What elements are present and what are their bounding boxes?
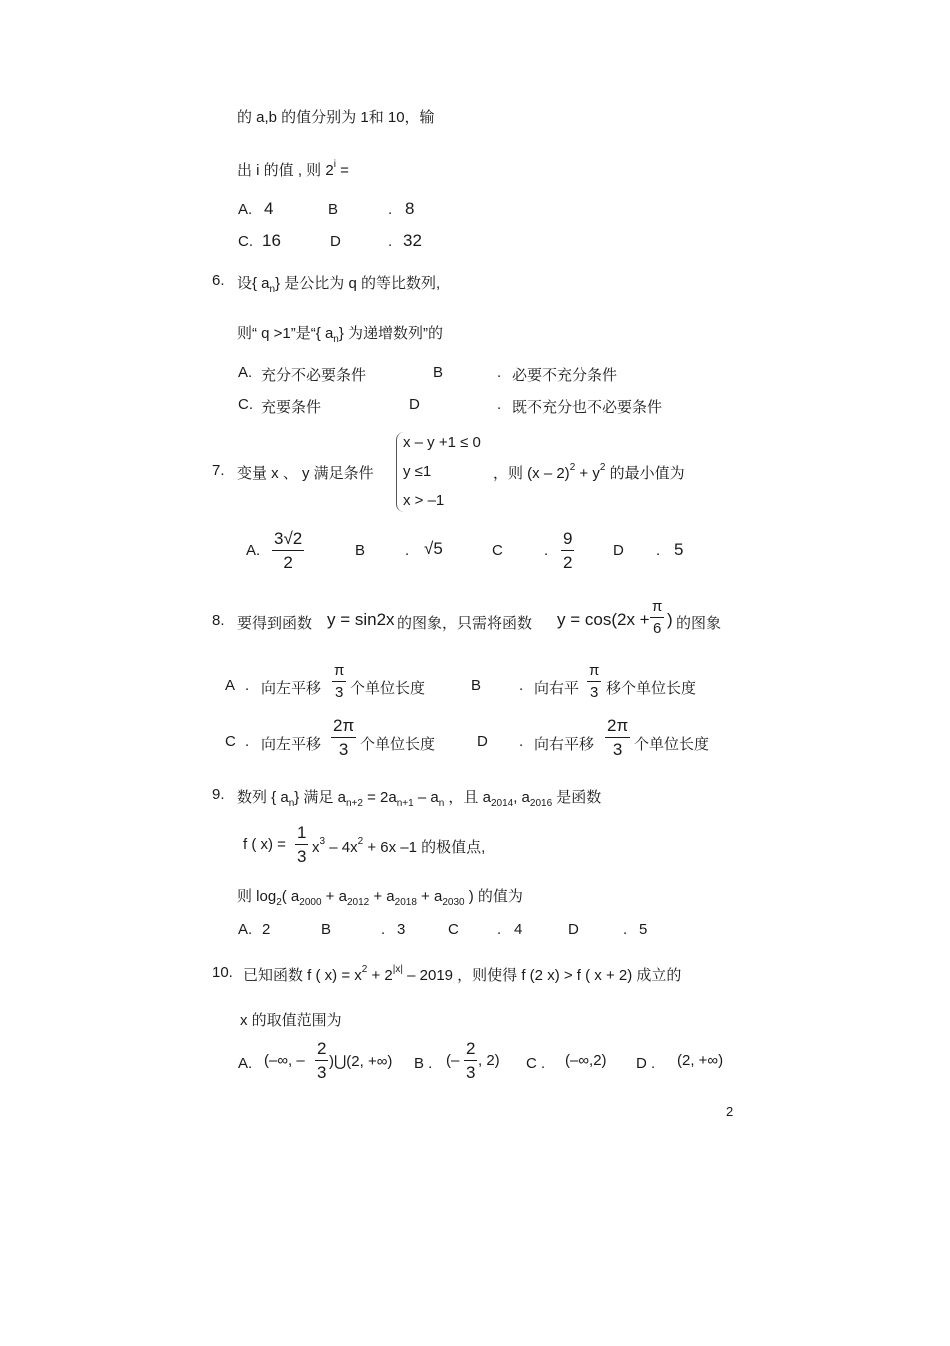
q8-func-2-post: ) bbox=[667, 610, 673, 629]
q8-opt-b-fraction bbox=[587, 663, 601, 700]
q8-opt-a-dot: . bbox=[245, 677, 250, 694]
q9-l3-p1: + a bbox=[321, 888, 347, 905]
q7-constraint-2: y ≤1 bbox=[403, 463, 432, 480]
q8-opt-b-post: 移个单位长度 bbox=[606, 680, 697, 697]
q7-expr-a: ，则 (x – 2) bbox=[493, 465, 570, 482]
q9-opt-b-dot: . bbox=[381, 921, 386, 938]
q8-opt-c-pre: 向左平移 bbox=[261, 736, 322, 753]
q10-l1-sup-b: |x| bbox=[392, 964, 403, 975]
q9-l1-a-sub: n bbox=[288, 798, 295, 809]
q9-opt-a-value: 2 bbox=[262, 921, 271, 938]
q9-l1-g: , a bbox=[513, 789, 530, 806]
q8-opt-c-fraction bbox=[331, 717, 356, 758]
q6-opt-c-text: 充要条件 bbox=[261, 399, 322, 416]
q9-l3-p2: + a bbox=[369, 888, 395, 905]
q10-opt-a-post: )⋃(2, +∞) bbox=[329, 1053, 393, 1070]
q10-opt-a-fraction bbox=[315, 1040, 328, 1081]
q7-opt-d-letter: D bbox=[613, 542, 624, 559]
q6-opt-b-dot: . bbox=[497, 364, 502, 381]
q9-number: 9. bbox=[212, 786, 225, 803]
q8-opt-d-dot: . bbox=[519, 733, 524, 750]
q8-func-2-pre: y = cos(2x + bbox=[557, 610, 650, 629]
q7-sup-1: 2 bbox=[569, 462, 576, 473]
q6-line2-pre: 则“ q >1”是“{ a bbox=[237, 325, 334, 342]
q9-line1 bbox=[237, 786, 601, 807]
q8-opt-d-letter: D bbox=[477, 733, 488, 750]
q8-opt-a-numerator: π bbox=[334, 662, 345, 679]
q5-opt-b-value: 8 bbox=[405, 199, 415, 218]
q9-l2-sup3: 3 bbox=[319, 836, 326, 847]
q8-opt-b-dot: . bbox=[519, 677, 524, 694]
q5-opt-b-letter: B bbox=[328, 201, 339, 218]
q9-l1-b: } 满足 bbox=[294, 789, 334, 806]
q10-opt-b-fraction bbox=[464, 1040, 477, 1081]
q5-opt-c-letter: C. bbox=[238, 233, 253, 250]
q9-l3-mid: ( a bbox=[281, 888, 300, 905]
q9-opt-c-dot: . bbox=[497, 921, 502, 938]
q8-opt-b-pre: 向右平 bbox=[534, 680, 580, 697]
q7-opt-c-dot: . bbox=[544, 542, 549, 559]
q10-opt-b-pre: (– bbox=[446, 1052, 460, 1069]
q5-opt-a-value: 4 bbox=[264, 199, 274, 218]
q5-line2-sup: i bbox=[333, 159, 336, 170]
q8-number: 8. bbox=[212, 612, 225, 629]
q9-l1-c: a bbox=[337, 789, 346, 806]
q9-l2-sup2: 2 bbox=[357, 836, 364, 847]
q5-opt-c-value: 16 bbox=[262, 231, 281, 250]
q7-opt-a-denominator: 2 bbox=[283, 553, 293, 572]
q6-opt-a-text: 充分不必要条件 bbox=[261, 367, 367, 384]
q8-opt-a-pre: 向左平移 bbox=[261, 680, 322, 697]
q8-opt-c-dot: . bbox=[245, 733, 250, 750]
q5-line1: 的 a,b 的值分别为 1和 10，输 bbox=[237, 109, 435, 126]
q8-opt-c-post: 个单位长度 bbox=[360, 736, 436, 753]
q8-func-2-fraction bbox=[650, 599, 664, 636]
q10-line1 bbox=[243, 964, 681, 985]
q5-line2-text: 出 i 的值 , 则 2 bbox=[237, 162, 334, 179]
q10-opt-b-letter: B . bbox=[414, 1055, 433, 1072]
q8-stem-1: 要得到函数 bbox=[237, 615, 313, 632]
q9-l1-h: 是函数 bbox=[552, 789, 602, 806]
q9-opt-c-letter: C bbox=[448, 921, 459, 938]
q7-stem-pre: 变量 x 、 y 满足条件 bbox=[237, 465, 374, 482]
q7-constraint-3: x > –1 bbox=[403, 492, 445, 509]
q10-number: 10. bbox=[212, 964, 233, 981]
q8-opt-a-denominator: 3 bbox=[335, 684, 344, 701]
q9-l3-p3: + a bbox=[416, 888, 443, 905]
q7-expr-c: 的最小值为 bbox=[605, 465, 685, 482]
q9-l2-x: x bbox=[312, 839, 320, 856]
q10-line2: x 的取值范围为 bbox=[240, 1012, 342, 1029]
q9-l3-sub: 2 bbox=[276, 897, 282, 908]
q7-opt-b-dot: . bbox=[405, 542, 410, 559]
q8-func-2-numerator: π bbox=[652, 598, 663, 615]
q9-l1-d-sub: n+1 bbox=[396, 798, 414, 809]
q10-l1-mid: + 2 bbox=[367, 967, 393, 984]
q6-line1 bbox=[237, 272, 440, 293]
q5-opt-d-dot: . bbox=[388, 233, 393, 250]
q8-opt-a-fraction bbox=[332, 663, 346, 700]
q7-opt-a-numerator: 3√2 bbox=[274, 529, 303, 548]
q9-l2-mid: – 4x bbox=[325, 839, 358, 856]
q8-stem-3: 的图象 bbox=[676, 615, 722, 632]
q10-opt-a-letter: A. bbox=[238, 1055, 253, 1072]
q8-opt-c-numerator: 2π bbox=[333, 716, 355, 735]
q6-number: 6. bbox=[212, 272, 225, 289]
q6-opt-b-text: 必要不充分条件 bbox=[512, 367, 618, 384]
q9-l1-c-sub: n+2 bbox=[345, 798, 363, 809]
q6-opt-a-letter: A. bbox=[238, 364, 253, 381]
q8-func-1: y = sin2x bbox=[327, 610, 395, 629]
q10-l1-sup-a: 2 bbox=[361, 964, 368, 975]
q8-func-2-denominator: 6 bbox=[653, 620, 662, 637]
q9-opt-c-value: 4 bbox=[514, 921, 523, 938]
q7-opt-c-fraction bbox=[561, 530, 574, 571]
q10-l1-pre: 已知函数 f ( x) = x bbox=[243, 967, 362, 984]
q8-opt-d-denominator: 3 bbox=[612, 740, 623, 759]
q7-opt-d-dot: . bbox=[656, 542, 661, 559]
q7-opt-c-denominator: 2 bbox=[563, 553, 573, 572]
q7-stem-post bbox=[493, 462, 685, 483]
q10-l1-post: – 2019 ，则使得 f (2 x) > f ( x + 2) 成立的 bbox=[402, 967, 682, 984]
q9-l2-post: + 6x –1 的极值点, bbox=[363, 839, 486, 856]
q8-opt-b-numerator: π bbox=[589, 662, 600, 679]
q10-opt-b-numerator: 2 bbox=[466, 1039, 476, 1058]
q7-expr-b: + y bbox=[575, 465, 600, 482]
q10-opt-c-letter: C . bbox=[526, 1055, 546, 1072]
q5-opt-a-letter: A. bbox=[238, 201, 253, 218]
q5-opt-d-letter: D bbox=[330, 233, 341, 250]
q9-l1-f: ，且 a bbox=[444, 789, 491, 806]
q5-opt-d-value: 32 bbox=[403, 231, 422, 250]
q9-l3-s3: 2018 bbox=[394, 897, 417, 908]
q7-sup-2: 2 bbox=[599, 462, 606, 473]
q9-l3-s4: 2030 bbox=[442, 897, 465, 908]
q7-constraint-1: x – y +1 ≤ 0 bbox=[403, 434, 481, 451]
q8-opt-d-post: 个单位长度 bbox=[634, 736, 710, 753]
q7-opt-c-numerator: 9 bbox=[563, 529, 573, 548]
q9-l1-e-sub: n bbox=[438, 798, 445, 809]
q6-line1-post: } 是公比为 q 的等比数列, bbox=[275, 275, 441, 292]
q10-opt-a-numerator: 2 bbox=[317, 1039, 327, 1058]
q6-line1-sub: n bbox=[269, 284, 276, 295]
q9-l3-s2: 2012 bbox=[346, 897, 370, 908]
q5-line2-post: = bbox=[335, 162, 349, 179]
q9-l1-f-sub: 2014 bbox=[490, 798, 514, 809]
q9-l3-post: ) 的值为 bbox=[464, 888, 523, 905]
q8-opt-c-denominator: 3 bbox=[338, 740, 349, 759]
page-number: 2 bbox=[726, 1104, 734, 1119]
q10-opt-d-value: (2, +∞) bbox=[677, 1052, 724, 1069]
q9-l1-a: 数列 { a bbox=[237, 789, 289, 806]
q7-opt-b-value: √5 bbox=[424, 539, 443, 558]
q5-opt-b-dot: . bbox=[388, 201, 393, 218]
q9-line2-fraction bbox=[295, 824, 308, 865]
q7-opt-b-letter: B bbox=[355, 542, 366, 559]
q9-line3 bbox=[237, 885, 523, 906]
q8-opt-a-letter: A bbox=[225, 677, 236, 694]
q6-opt-c-letter: C. bbox=[238, 396, 253, 413]
q9-line2-pre: f ( x) = bbox=[243, 836, 286, 853]
q9-line2-rest bbox=[312, 836, 485, 857]
q9-opt-d-letter: D bbox=[568, 921, 579, 938]
q9-l1-e: – a bbox=[413, 789, 439, 806]
q9-l3-pre: 则 log bbox=[237, 888, 277, 905]
q9-opt-d-value: 5 bbox=[639, 921, 648, 938]
q6-opt-d-letter: D bbox=[409, 396, 420, 413]
q8-opt-c-letter: C bbox=[225, 733, 236, 750]
q7-opt-a-fraction bbox=[272, 530, 304, 571]
q7-opt-c-letter: C bbox=[492, 542, 503, 559]
q6-line2-sub: n bbox=[333, 334, 339, 345]
q6-opt-d-dot: . bbox=[497, 396, 502, 413]
q10-opt-a-denominator: 3 bbox=[317, 1063, 327, 1082]
q9-opt-a-letter: A. bbox=[238, 921, 253, 938]
q10-opt-c-value: (–∞,2) bbox=[565, 1052, 607, 1069]
q7-opt-a-letter: A. bbox=[246, 542, 261, 559]
q8-opt-d-fraction bbox=[605, 717, 630, 758]
q8-opt-d-pre: 向右平移 bbox=[534, 736, 595, 753]
q6-opt-b-letter: B bbox=[433, 364, 444, 381]
q9-opt-b-value: 3 bbox=[397, 921, 406, 938]
q8-opt-a-post: 个单位长度 bbox=[350, 680, 426, 697]
q10-opt-d-letter: D . bbox=[636, 1055, 656, 1072]
q9-opt-d-dot: . bbox=[623, 921, 628, 938]
q7-opt-d-value: 5 bbox=[674, 540, 684, 559]
q8-opt-d-numerator: 2π bbox=[607, 716, 629, 735]
q6-line1-pre: 设{ a bbox=[237, 275, 270, 292]
q9-l3-s1: 2000 bbox=[299, 897, 322, 908]
q9-l1-d: = 2a bbox=[362, 789, 397, 806]
q8-opt-b-letter: B bbox=[471, 677, 482, 694]
q10-opt-a-pre: (–∞, – bbox=[264, 1052, 305, 1069]
q8-stem-2: 的图象，只需将函数 bbox=[397, 615, 533, 632]
q8-opt-b-denominator: 3 bbox=[590, 684, 599, 701]
q6-opt-d-text: 既不充分也不必要条件 bbox=[512, 399, 663, 416]
q7-number: 7. bbox=[212, 462, 225, 479]
q6-line2 bbox=[237, 322, 443, 343]
q9-l1-g-sub: 2016 bbox=[529, 798, 553, 809]
q5-line2 bbox=[237, 159, 349, 180]
q6-line2-post: } 为递增数列”的 bbox=[338, 325, 444, 342]
q9-line2-numerator: 1 bbox=[297, 823, 307, 842]
q10-opt-b-denominator: 3 bbox=[466, 1063, 476, 1082]
q9-opt-b-letter: B bbox=[321, 921, 332, 938]
q9-line2-denominator: 3 bbox=[297, 847, 307, 866]
q10-opt-b-post: , 2) bbox=[478, 1052, 500, 1069]
